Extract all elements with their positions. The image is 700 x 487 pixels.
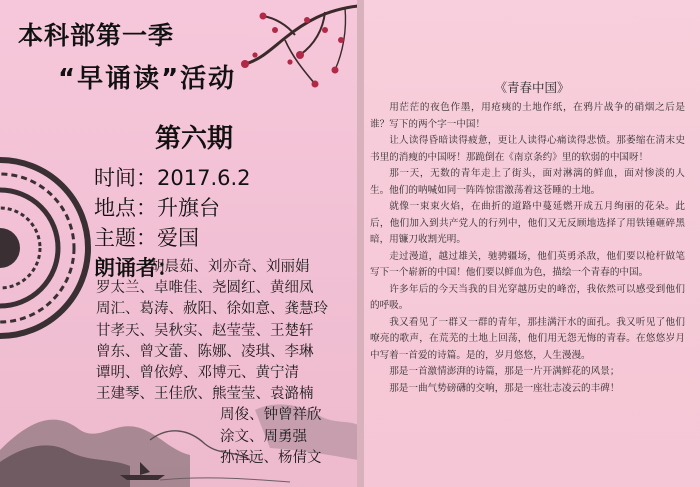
reader-row: 谭明、曾依婷、邓博元、黄宁清 <box>96 365 299 382</box>
reader-row: 曾东、曾文蕾、陈娜、凌琪、李琳 <box>96 343 314 360</box>
poem-paragraph: 我又看见了一群又一群的青年，那挂满汗水的面孔。我又听见了他们嘹亮的歌声，在荒芜的土地上回荡，他们用无怨无悔的青春。在悠悠岁月中写着一首爱的诗篇。是的，岁月悠悠，人生漫漫。 <box>370 316 685 361</box>
event-time: 时间：2017.6.2 <box>94 166 251 190</box>
reader-row: 甘孝天、吴秋实、赵莹莹、王楚轩 <box>96 322 314 339</box>
reader-row: 周汇、葛涛、赦阳、徐如意、龚慧玲 <box>96 301 328 318</box>
poem-paragraph: 许多年后的今天当我的目光穿越历史的峰峦，我依然可以感受到他们的呼吸。 <box>370 283 685 311</box>
poem-title: 《青春中国》 <box>494 80 570 95</box>
poem-paragraph: 那是一首激情澎湃的诗篇，那是一片开满鲜花的风景； <box>389 366 620 377</box>
reader-row: 王建琴、王佳欣、熊莹莹、袁潞楠 <box>96 386 314 403</box>
reader-row: 周俊、钟曾祥欣 <box>220 407 322 424</box>
event-place: 地点：升旗台 <box>94 196 220 220</box>
poem-body <box>370 100 685 397</box>
readers-list <box>96 257 358 469</box>
poem-paragraph: 走过漫道，越过雄关，驰骋疆场，他们英勇杀敌，他们要以枪杆做笔写下一个崭新的中国！他们要以鲜血为色，描绘一个青春的中国。 <box>370 250 685 278</box>
activity-name: “早诵读”活动 <box>58 64 237 94</box>
reader-row: 孙泽远、杨倩文 <box>220 449 322 466</box>
reader-row: 胡晨茹、刘亦奇、刘丽娟 <box>150 259 310 275</box>
reader-row: 罗太兰、卓唯佳、尧圆红、黄细凤 <box>96 280 314 297</box>
poem-paragraph: 那一天，无数的青年走上了街头，面对淋漓的鲜血，面对惨淡的人生。他们的呐喊如同一阵阵惊雷激荡着这苍睡的土地。 <box>370 168 685 196</box>
decorative-medallion <box>0 148 92 348</box>
poem-paragraph: 就像一束束火焰，在曲折的道路中蔓延燃开成五月绚丽的花朵。此后，他们加入到共产党人的行列中，他们又无反顾地选择了用铁锤砸碎黑暗，用镰刀收割光明。 <box>370 201 685 245</box>
activity-series-title: 本科部第一季 <box>18 21 175 50</box>
reader-row: 涂文、周勇强 <box>220 428 307 445</box>
event-theme: 主题：爱国 <box>94 226 199 250</box>
poem-paragraph: 让人读得昏暗读得疲惫，更让人读得心痛读得悲愤。那萎缩在清末史书里的消瘦的中国呀！那跪倒在《南京条约》里的软弱的中国呀！ <box>370 135 685 163</box>
poem-paragraph: 用茫茫的夜色作墨，用疮痍的土地作纸，在鸦片战争的硝烟之后是谁？写下的两个字一中国！ <box>370 102 685 130</box>
poem-paragraph: 那是一曲气势磅礴的交响，那是一座壮志凌云的丰碑！ <box>389 382 620 394</box>
issue-number: 第六期 <box>155 124 234 154</box>
readers-label: 朗诵者： <box>94 256 178 280</box>
